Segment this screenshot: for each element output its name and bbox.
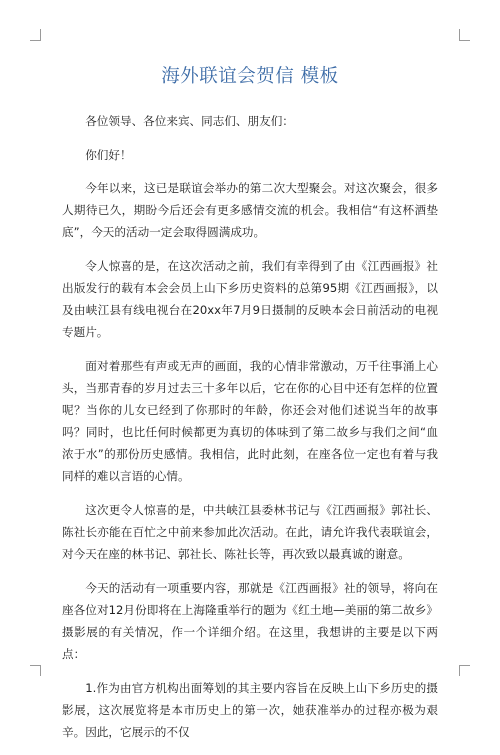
paragraph-5: 今天的活动有一项重要内容，那就是《江西画报》社的领导，将向在座各位对12月份即将在上海隆重举行的题为《红土地—美丽的第二故乡》摄影展的有关情况，作一个详细介绍。在这里，我想讲的主要是以下两点： xyxy=(62,581,438,661)
paragraph-6: 1.作为由官方机构出面筹划的其主要内容旨在反映上山下乡历史的摄影展，这次展览将是本市历史上的第一次，她获准举办的过程亦极为艰辛。因此，它展示的不仅 xyxy=(62,681,438,739)
paragraph-2: 令人惊喜的是，在这次活动之前，我们有幸得到了由《江西画报》社出版发行的载有本会会员上山下乡历史资料的总第95期《江西画报》，以及由峡江县有线电视台在20xx年7月9日摄制的反映本会日前活动的电视专题片。 xyxy=(62,259,438,339)
crop-mark-top-right-h xyxy=(459,40,470,41)
document-title: 海外联谊会贺信 模板 xyxy=(161,66,339,87)
crop-mark-bottom-left-v xyxy=(40,665,41,676)
crop-mark-bottom-right-h xyxy=(459,665,470,666)
greeting: 你们好！ xyxy=(85,148,132,162)
crop-mark-top-left-h xyxy=(30,40,41,41)
salutation: 各位领导、各位来宾、同志们、朋友们： xyxy=(85,114,294,128)
crop-mark-top-left-v xyxy=(40,29,41,40)
paragraph-4: 这次更令人惊喜的是，中共峡江县委林书记与《江西画报》郭社长、陈社长亦能在百忙之中前来参加此次活动。在此，请允许我代表联谊会，对今天在座的林书记、郭社长、陈社长等，再次致以最真诚的谢意。 xyxy=(62,503,438,561)
crop-mark-top-right-v xyxy=(459,29,460,40)
paragraph-3: 面对着那些有声或无声的画面，我的心情非常激动，万千往事涌上心头，当那青春的岁月过去三十多年以后，它在你的心目中还有怎样的位置呢？当你的儿女已经到了你那时的年龄，你还会对他们述说当年的故事吗？同时，也比任何时候都更为真切的体味到了第二故乡与我们之间“血浓于水”的那份历史感情。我相信，此时此刻，在座各位一定也有着与我同样的难以言语的心情。 xyxy=(62,359,438,483)
crop-mark-bottom-right-v xyxy=(459,665,460,676)
document-body xyxy=(62,110,438,755)
paragraph-1: 今年以来，这已是联谊会举办的第二次大型聚会。对这次聚会，很多人期待已久，期盼今后还会有更多感情交流的机会。我相信“有这杯酒垫底”，今天的活动一定会取得圆满成功。 xyxy=(62,181,438,239)
